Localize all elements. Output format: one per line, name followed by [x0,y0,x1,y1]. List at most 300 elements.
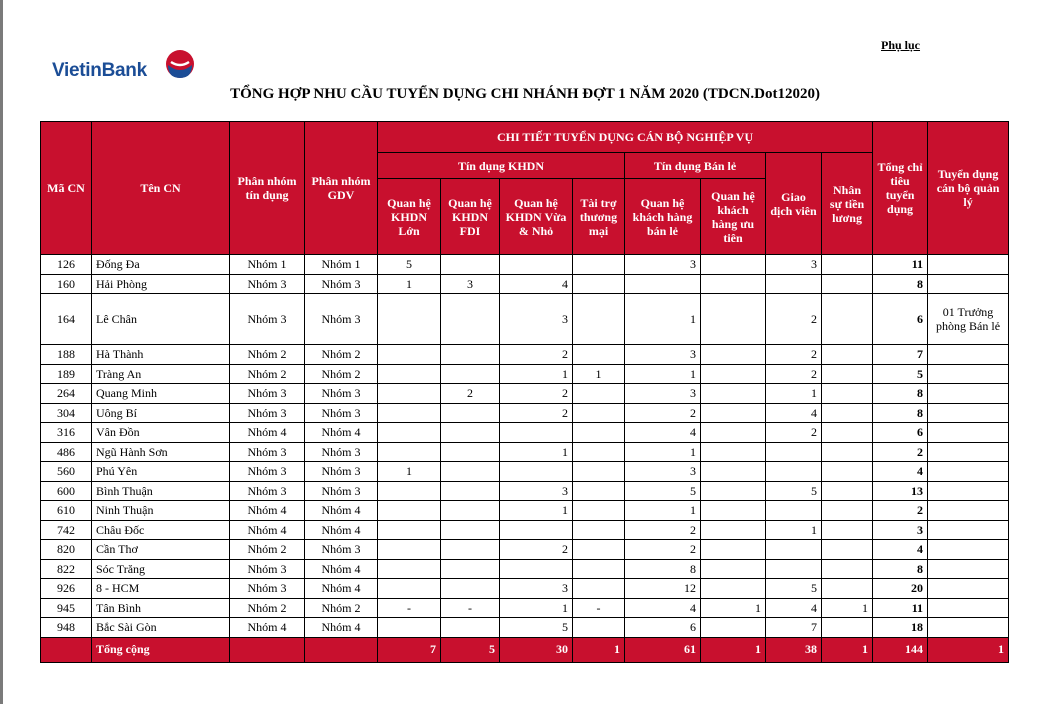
cell-phan-nhom-gdv: Nhóm 3 [305,442,378,462]
cell-phan-nhom-gdv: Nhóm 3 [305,294,378,345]
cell-phan-nhom-gdv: Nhóm 2 [305,364,378,384]
cell-ma-cn: 160 [41,274,92,294]
cell-tai-tro-thuong-mai [573,501,625,521]
total-nhan-su-tien-luong: 1 [822,637,873,662]
cell-qh-khach-hang-ban-le: 3 [625,462,701,482]
cell-qh-khdn-vua-nho: 2 [500,345,573,365]
cell-qh-khach-hang-uu-tien [701,274,766,294]
cell-nhan-su-tien-luong [822,384,873,404]
cell-ma-cn: 188 [41,345,92,365]
cell-nhan-su-tien-luong [822,579,873,599]
cell-qh-khdn-lon: 1 [378,462,441,482]
cell-qh-khdn-lon [378,481,441,501]
cell-ten-cn: Bắc Sài Gòn [92,618,230,638]
cell-ma-cn: 742 [41,520,92,540]
cell-qh-khach-hang-ban-le: 1 [625,294,701,345]
cell-qh-khach-hang-uu-tien [701,384,766,404]
page-edge [0,0,3,704]
cell-tai-tro-thuong-mai [573,618,625,638]
cell-tai-tro-thuong-mai [573,403,625,423]
cell-qh-khdn-vua-nho [500,559,573,579]
cell-phan-nhom-tin-dung: Nhóm 4 [230,618,305,638]
cell-tuyen-dung-quan-ly [928,364,1009,384]
cell-qh-khach-hang-ban-le: 12 [625,579,701,599]
cell-nhan-su-tien-luong [822,501,873,521]
header-tuyen-dung-quan-ly: Tuyển dụng cán bộ quản lý [928,122,1009,255]
cell-phan-nhom-gdv: Nhóm 3 [305,540,378,560]
table-row [41,579,1009,599]
total-giao-dich-vien: 38 [766,637,822,662]
cell-qh-khach-hang-ban-le: 2 [625,540,701,560]
cell-phan-nhom-gdv: Nhóm 3 [305,481,378,501]
cell-qh-khdn-fdi [441,501,500,521]
cell-nhan-su-tien-luong [822,618,873,638]
cell-ma-cn: 126 [41,255,92,275]
header-tong-chi-tieu: Tổng chỉ tiêu tuyển dụng [873,122,928,255]
cell-qh-khach-hang-uu-tien [701,559,766,579]
cell-qh-khach-hang-ban-le: 3 [625,384,701,404]
cell-phan-nhom-tin-dung: Nhóm 3 [230,559,305,579]
total-label: Tổng cộng [92,637,230,662]
cell-ma-cn: 610 [41,501,92,521]
logo-text: VietinBank [52,60,147,81]
cell-tuyen-dung-quan-ly [928,442,1009,462]
cell-qh-khdn-lon [378,345,441,365]
table-row [41,255,1009,275]
cell-phan-nhom-tin-dung: Nhóm 2 [230,598,305,618]
cell-tuyen-dung-quan-ly [928,501,1009,521]
cell-phan-nhom-gdv: Nhóm 3 [305,403,378,423]
cell-tai-tro-thuong-mai [573,540,625,560]
cell-phan-nhom-tin-dung: Nhóm 4 [230,423,305,443]
cell-qh-khdn-lon [378,384,441,404]
table-row [41,423,1009,443]
cell-tai-tro-thuong-mai [573,520,625,540]
total-qh-khdn-vua-nho: 30 [500,637,573,662]
cell-qh-khdn-lon: 1 [378,274,441,294]
cell-qh-khdn-lon [378,442,441,462]
cell-giao-dich-vien: 5 [766,579,822,599]
cell-phan-nhom-gdv: Nhóm 4 [305,501,378,521]
cell-giao-dich-vien [766,501,822,521]
cell-nhan-su-tien-luong [822,274,873,294]
cell-qh-khdn-vua-nho: 3 [500,579,573,599]
cell-phan-nhom-gdv: Nhóm 2 [305,598,378,618]
cell-qh-khdn-fdi [441,540,500,560]
header-tai-tro-thuong-mai: Tài trợ thương mại [573,179,625,255]
cell-tuyen-dung-quan-ly [928,423,1009,443]
cell-qh-khdn-vua-nho [500,462,573,482]
cell-ten-cn: Đống Đa [92,255,230,275]
header-qh-khach-hang-uu-tien: Quan hệ khách hàng ưu tiên [701,179,766,255]
total-tong-chi-tieu: 144 [873,637,928,662]
total-cell-empty [41,637,92,662]
cell-qh-khach-hang-ban-le: 4 [625,598,701,618]
cell-qh-khach-hang-uu-tien [701,462,766,482]
cell-qh-khdn-vua-nho [500,423,573,443]
cell-phan-nhom-tin-dung: Nhóm 2 [230,540,305,560]
cell-ma-cn: 164 [41,294,92,345]
cell-nhan-su-tien-luong [822,423,873,443]
cell-tong-chi-tieu: 18 [873,618,928,638]
cell-phan-nhom-tin-dung: Nhóm 3 [230,384,305,404]
cell-phan-nhom-tin-dung: Nhóm 3 [230,274,305,294]
cell-tuyen-dung-quan-ly [928,481,1009,501]
cell-ma-cn: 820 [41,540,92,560]
cell-tong-chi-tieu: 4 [873,540,928,560]
cell-qh-khdn-fdi [441,579,500,599]
cell-tong-chi-tieu: 4 [873,462,928,482]
cell-phan-nhom-tin-dung: Nhóm 3 [230,481,305,501]
cell-qh-khach-hang-uu-tien [701,403,766,423]
cell-phan-nhom-gdv: Nhóm 3 [305,384,378,404]
cell-qh-khdn-vua-nho: 5 [500,618,573,638]
logo-icon [164,48,196,80]
cell-tuyen-dung-quan-ly [928,274,1009,294]
cell-giao-dich-vien: 2 [766,423,822,443]
cell-tong-chi-tieu: 2 [873,442,928,462]
header-phan-nhom-gdv: Phân nhóm GDV [305,122,378,255]
cell-qh-khdn-lon [378,540,441,560]
cell-tai-tro-thuong-mai [573,481,625,501]
cell-ten-cn: Sóc Trăng [92,559,230,579]
cell-tai-tro-thuong-mai [573,559,625,579]
cell-phan-nhom-tin-dung: Nhóm 2 [230,345,305,365]
cell-phan-nhom-tin-dung: Nhóm 2 [230,364,305,384]
table-body [41,255,1009,638]
cell-phan-nhom-tin-dung: Nhóm 3 [230,403,305,423]
cell-giao-dich-vien: 4 [766,403,822,423]
header-tin-dung-khdn: Tín dụng KHDN [378,153,625,179]
cell-qh-khach-hang-uu-tien [701,364,766,384]
cell-qh-khach-hang-ban-le: 1 [625,442,701,462]
cell-tong-chi-tieu: 11 [873,598,928,618]
cell-tuyen-dung-quan-ly [928,462,1009,482]
cell-phan-nhom-tin-dung: Nhóm 3 [230,442,305,462]
cell-ten-cn: Lê Chân [92,294,230,345]
cell-qh-khdn-lon: - [378,598,441,618]
cell-phan-nhom-tin-dung: Nhóm 4 [230,501,305,521]
table-row [41,462,1009,482]
cell-ten-cn: Ngũ Hành Sơn [92,442,230,462]
cell-tuyen-dung-quan-ly [928,598,1009,618]
total-tai-tro-thuong-mai: 1 [573,637,625,662]
cell-tai-tro-thuong-mai: 1 [573,364,625,384]
table-row [41,618,1009,638]
cell-giao-dich-vien [766,442,822,462]
cell-nhan-su-tien-luong: 1 [822,598,873,618]
cell-tuyen-dung-quan-ly [928,403,1009,423]
cell-tong-chi-tieu: 2 [873,501,928,521]
cell-qh-khdn-fdi [441,345,500,365]
total-cell-empty [305,637,378,662]
cell-ma-cn: 264 [41,384,92,404]
table-row [41,540,1009,560]
cell-nhan-su-tien-luong [822,462,873,482]
cell-nhan-su-tien-luong [822,481,873,501]
cell-ten-cn: 8 - HCM [92,579,230,599]
cell-ten-cn: Vân Đồn [92,423,230,443]
cell-tuyen-dung-quan-ly [928,559,1009,579]
cell-ma-cn: 822 [41,559,92,579]
cell-qh-khach-hang-ban-le: 1 [625,501,701,521]
cell-phan-nhom-gdv: Nhóm 3 [305,462,378,482]
total-qh-khach-hang-ban-le: 61 [625,637,701,662]
cell-qh-khdn-vua-nho: 1 [500,598,573,618]
cell-qh-khdn-lon [378,579,441,599]
header-qh-khach-hang-ban-le: Quan hệ khách hàng bán lẻ [625,179,701,255]
header-qh-khdn-vua-nho: Quan hệ KHDN Vừa & Nhỏ [500,179,573,255]
cell-phan-nhom-gdv: Nhóm 3 [305,274,378,294]
cell-qh-khdn-lon [378,618,441,638]
cell-giao-dich-vien: 2 [766,294,822,345]
header-nhan-su-tien-luong: Nhân sự tiền lương [822,153,873,255]
cell-qh-khdn-vua-nho: 3 [500,294,573,345]
cell-nhan-su-tien-luong [822,559,873,579]
cell-qh-khach-hang-uu-tien: 1 [701,598,766,618]
cell-tong-chi-tieu: 8 [873,403,928,423]
cell-qh-khdn-fdi [441,294,500,345]
cell-phan-nhom-tin-dung: Nhóm 1 [230,255,305,275]
vietinbank-logo [52,48,202,82]
cell-tai-tro-thuong-mai [573,462,625,482]
cell-ten-cn: Bình Thuận [92,481,230,501]
cell-qh-khach-hang-ban-le: 2 [625,520,701,540]
cell-qh-khach-hang-uu-tien [701,442,766,462]
cell-qh-khdn-vua-nho: 2 [500,540,573,560]
cell-tong-chi-tieu: 6 [873,423,928,443]
cell-nhan-su-tien-luong [822,364,873,384]
cell-phan-nhom-tin-dung: Nhóm 3 [230,462,305,482]
appendix-label: Phụ lục [881,38,921,52]
table-row [41,403,1009,423]
cell-ma-cn: 948 [41,618,92,638]
cell-qh-khach-hang-ban-le: 6 [625,618,701,638]
cell-qh-khach-hang-uu-tien [701,501,766,521]
cell-qh-khach-hang-uu-tien [701,255,766,275]
cell-ma-cn: 316 [41,423,92,443]
cell-giao-dich-vien: 2 [766,364,822,384]
cell-qh-khdn-fdi [441,442,500,462]
cell-giao-dich-vien: 5 [766,481,822,501]
cell-giao-dich-vien [766,559,822,579]
header-phan-nhom-tin-dung: Phân nhóm tín dụng [230,122,305,255]
cell-qh-khach-hang-uu-tien [701,294,766,345]
cell-ma-cn: 600 [41,481,92,501]
cell-nhan-su-tien-luong [822,294,873,345]
cell-ten-cn: Châu Đốc [92,520,230,540]
cell-tai-tro-thuong-mai [573,579,625,599]
cell-phan-nhom-tin-dung: Nhóm 3 [230,294,305,345]
cell-tai-tro-thuong-mai [573,255,625,275]
cell-phan-nhom-gdv: Nhóm 4 [305,618,378,638]
cell-qh-khach-hang-uu-tien [701,423,766,443]
header-qh-khdn-lon: Quan hệ KHDN Lớn [378,179,441,255]
header-ten-cn: Tên CN [92,122,230,255]
cell-qh-khdn-fdi [441,403,500,423]
cell-ten-cn: Tân Bình [92,598,230,618]
cell-qh-khach-hang-ban-le: 3 [625,345,701,365]
cell-qh-khach-hang-uu-tien [701,481,766,501]
cell-qh-khach-hang-uu-tien [701,618,766,638]
table-row [41,345,1009,365]
cell-tuyen-dung-quan-ly [928,520,1009,540]
cell-qh-khdn-vua-nho: 3 [500,481,573,501]
cell-tong-chi-tieu: 5 [873,364,928,384]
document-title: TỔNG HỢP NHU CẦU TUYỂN DỤNG CHI NHÁNH ĐỢT 1 NĂM 2020 (TDCN.Dot12020) [230,86,820,102]
table-row [41,442,1009,462]
cell-qh-khdn-fdi [441,364,500,384]
header-chi-tiet: CHI TIẾT TUYỂN DỤNG CÁN BỘ NGHIỆP VỤ [378,122,873,153]
cell-ma-cn: 304 [41,403,92,423]
cell-nhan-su-tien-luong [822,520,873,540]
cell-qh-khdn-fdi [441,520,500,540]
cell-phan-nhom-gdv: Nhóm 4 [305,520,378,540]
cell-tai-tro-thuong-mai: - [573,598,625,618]
cell-tuyen-dung-quan-ly [928,579,1009,599]
cell-giao-dich-vien: 1 [766,384,822,404]
cell-tong-chi-tieu: 20 [873,579,928,599]
table-row [41,364,1009,384]
header-tin-dung-ban-le: Tín dụng Bán lẻ [625,153,766,179]
total-cell-empty [230,637,305,662]
cell-giao-dich-vien: 4 [766,598,822,618]
cell-phan-nhom-gdv: Nhóm 1 [305,255,378,275]
cell-qh-khdn-lon [378,501,441,521]
cell-ten-cn: Phú Yên [92,462,230,482]
cell-nhan-su-tien-luong [822,345,873,365]
cell-nhan-su-tien-luong [822,255,873,275]
table-row [41,384,1009,404]
cell-tong-chi-tieu: 8 [873,559,928,579]
cell-tuyen-dung-quan-ly [928,540,1009,560]
cell-qh-khdn-lon: 5 [378,255,441,275]
cell-tong-chi-tieu: 11 [873,255,928,275]
header-giao-dich-vien: Giao dịch viên [766,153,822,255]
cell-ten-cn: Uông Bí [92,403,230,423]
cell-ma-cn: 486 [41,442,92,462]
cell-tuyen-dung-quan-ly [928,255,1009,275]
cell-tong-chi-tieu: 8 [873,274,928,294]
cell-qh-khach-hang-ban-le: 3 [625,255,701,275]
cell-qh-khdn-fdi: - [441,598,500,618]
cell-ten-cn: Quang Minh [92,384,230,404]
cell-qh-khach-hang-uu-tien [701,345,766,365]
cell-qh-khdn-fdi [441,559,500,579]
cell-qh-khdn-lon [378,520,441,540]
table-row [41,294,1009,345]
cell-giao-dich-vien: 1 [766,520,822,540]
cell-qh-khdn-fdi [441,423,500,443]
cell-tong-chi-tieu: 6 [873,294,928,345]
cell-tong-chi-tieu: 3 [873,520,928,540]
cell-qh-khdn-vua-nho: 1 [500,364,573,384]
cell-qh-khdn-fdi: 2 [441,384,500,404]
cell-nhan-su-tien-luong [822,540,873,560]
cell-giao-dich-vien: 7 [766,618,822,638]
cell-tong-chi-tieu: 13 [873,481,928,501]
cell-nhan-su-tien-luong [822,442,873,462]
cell-ma-cn: 560 [41,462,92,482]
recruitment-table [40,121,1009,663]
cell-tai-tro-thuong-mai [573,423,625,443]
cell-ten-cn: Ninh Thuận [92,501,230,521]
cell-tong-chi-tieu: 8 [873,384,928,404]
cell-qh-khdn-lon [378,403,441,423]
cell-giao-dich-vien [766,462,822,482]
cell-ten-cn: Tràng An [92,364,230,384]
cell-giao-dich-vien: 3 [766,255,822,275]
cell-qh-khach-hang-ban-le: 5 [625,481,701,501]
table-row [41,559,1009,579]
cell-qh-khdn-vua-nho [500,520,573,540]
total-qh-khdn-fdi: 5 [441,637,500,662]
cell-tai-tro-thuong-mai [573,294,625,345]
table-row [41,520,1009,540]
cell-tuyen-dung-quan-ly [928,384,1009,404]
cell-qh-khdn-lon [378,559,441,579]
cell-qh-khdn-fdi [441,462,500,482]
cell-giao-dich-vien [766,540,822,560]
table-row [41,274,1009,294]
cell-ma-cn: 189 [41,364,92,384]
cell-giao-dich-vien: 2 [766,345,822,365]
header-ma-cn: Mã CN [41,122,92,255]
cell-giao-dich-vien [766,274,822,294]
cell-tai-tro-thuong-mai [573,274,625,294]
cell-tuyen-dung-quan-ly [928,345,1009,365]
cell-qh-khdn-fdi [441,481,500,501]
cell-qh-khach-hang-uu-tien [701,540,766,560]
cell-ten-cn: Hà Thành [92,345,230,365]
cell-qh-khdn-fdi: 3 [441,274,500,294]
cell-qh-khach-hang-ban-le: 2 [625,403,701,423]
cell-qh-khdn-lon [378,364,441,384]
cell-qh-khach-hang-uu-tien [701,579,766,599]
cell-qh-khdn-lon [378,294,441,345]
cell-ma-cn: 926 [41,579,92,599]
table-header [41,122,1009,255]
cell-tai-tro-thuong-mai [573,384,625,404]
total-qh-khdn-lon: 7 [378,637,441,662]
cell-phan-nhom-tin-dung: Nhóm 3 [230,579,305,599]
cell-qh-khdn-vua-nho [500,255,573,275]
cell-qh-khdn-fdi [441,618,500,638]
cell-tai-tro-thuong-mai [573,345,625,365]
cell-qh-khdn-fdi [441,255,500,275]
cell-tai-tro-thuong-mai [573,442,625,462]
cell-qh-khach-hang-uu-tien [701,520,766,540]
cell-qh-khach-hang-ban-le: 1 [625,364,701,384]
cell-qh-khach-hang-ban-le: 8 [625,559,701,579]
cell-qh-khdn-vua-nho: 2 [500,403,573,423]
cell-phan-nhom-gdv: Nhóm 2 [305,345,378,365]
table-row [41,501,1009,521]
cell-qh-khdn-vua-nho: 4 [500,274,573,294]
cell-tuyen-dung-quan-ly: 01 Trưởng phòng Bán lẻ [928,294,1009,345]
cell-qh-khdn-vua-nho: 1 [500,442,573,462]
cell-nhan-su-tien-luong [822,403,873,423]
table-row [41,481,1009,501]
cell-phan-nhom-gdv: Nhóm 4 [305,423,378,443]
cell-qh-khdn-vua-nho: 2 [500,384,573,404]
cell-qh-khach-hang-ban-le: 4 [625,423,701,443]
cell-tuyen-dung-quan-ly [928,618,1009,638]
cell-ten-cn: Hải Phòng [92,274,230,294]
total-tuyen-dung-quan-ly: 1 [928,637,1009,662]
cell-phan-nhom-tin-dung: Nhóm 4 [230,520,305,540]
cell-tong-chi-tieu: 7 [873,345,928,365]
